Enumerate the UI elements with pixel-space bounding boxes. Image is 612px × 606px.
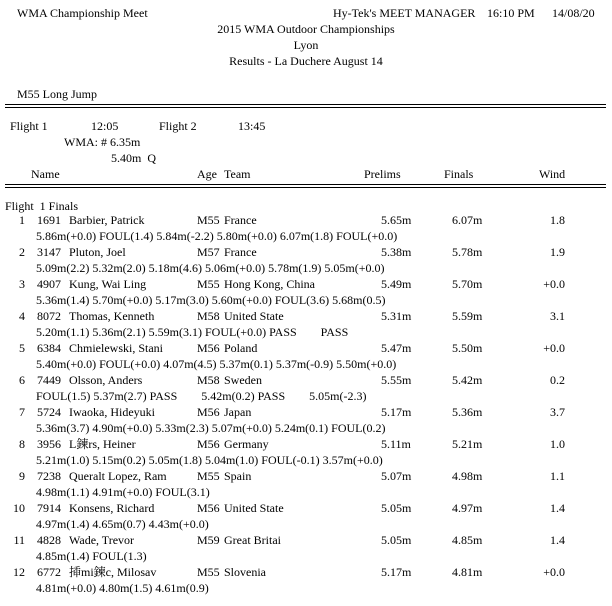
result-row	[0, 404, 612, 436]
event-name: M55 Long Jump	[17, 87, 98, 101]
wind-reading: +0.0	[543, 277, 565, 291]
prelims-mark: 5.55m	[381, 373, 412, 387]
wind-reading: 1.8	[550, 213, 565, 227]
result-row	[0, 532, 612, 564]
finals-mark: 5.59m	[452, 309, 483, 323]
athlete-age: M56	[197, 437, 220, 451]
athlete-bib: 7238	[37, 469, 61, 483]
athlete-name: Queralt Lopez, Ram	[69, 469, 167, 483]
result-place: 8	[19, 437, 25, 451]
city-title: Lyon	[293, 38, 319, 52]
athlete-age: M55	[197, 469, 220, 483]
result-row	[0, 500, 612, 532]
finals-mark: 5.42m	[452, 373, 483, 387]
athlete-bib: 4907	[37, 277, 61, 291]
athlete-age: M59	[197, 533, 220, 547]
prelims-mark: 5.47m	[381, 341, 412, 355]
athlete-name: Thomas, Kenneth	[69, 309, 155, 323]
wind-reading: 1.9	[550, 245, 565, 259]
athlete-team: Poland	[224, 341, 258, 355]
result-row	[0, 340, 612, 372]
athlete-name: Pluton, Joel	[69, 245, 126, 259]
attempts-series: 5.09m(2.2) 5.32m(2.0) 5.18m(4.6) 5.06m(+0.0) 5.78m(1.9) 5.05m(+0.0)	[36, 261, 385, 275]
flight-1-time: 12:05	[91, 119, 119, 133]
result-place: 7	[19, 405, 25, 419]
athlete-team: Japan	[224, 405, 252, 419]
athlete-bib: 8072	[37, 309, 61, 323]
report-time: 16:10 PM	[487, 6, 535, 20]
report-date: 14/08/20	[552, 6, 595, 20]
athlete-age: M56	[197, 405, 220, 419]
athlete-age: M58	[197, 309, 220, 323]
results-title: Results - La Duchere August 14	[229, 54, 383, 68]
athlete-team: United State	[224, 501, 284, 515]
attempts-series: 5.21m(1.0) 5.15m(0.2) 5.05m(1.8) 5.04m(1.0) FOUL(-0.1) 3.57m(+0.0)	[36, 453, 383, 467]
prelims-mark: 5.11m	[381, 437, 411, 451]
wma-record: WMA: # 6.35m	[64, 135, 141, 149]
athlete-bib: 3956	[37, 437, 61, 451]
column-wind: Wind	[539, 167, 566, 181]
attempts-series: 4.97m(1.4) 4.65m(0.7) 4.43m(+0.0)	[36, 517, 209, 531]
athlete-bib: 6772	[37, 565, 61, 579]
qualifying-standard: 5.40m Q	[111, 151, 156, 165]
finals-mark: 5.78m	[452, 245, 483, 259]
athlete-age: M56	[197, 341, 220, 355]
prelims-mark: 5.31m	[381, 309, 412, 323]
athlete-bib: 7449	[37, 373, 61, 387]
meet-name: WMA Championship Meet	[17, 6, 148, 20]
prelims-mark: 5.49m	[381, 277, 412, 291]
column-age: Age	[197, 167, 217, 181]
prelims-mark: 5.38m	[381, 245, 412, 259]
finals-mark: 4.81m	[452, 565, 483, 579]
athlete-bib: 4828	[37, 533, 61, 547]
athlete-age: M57	[197, 245, 220, 259]
result-place: 6	[19, 373, 25, 387]
finals-mark: 5.70m	[452, 277, 483, 291]
finals-mark: 5.36m	[452, 405, 483, 419]
attempts-series: 5.36m(1.4) 5.70m(+0.0) 5.17m(3.0) 5.60m(+0.0) FOUL(3.6) 5.68m(0.5)	[36, 293, 386, 307]
flight-2-label: Flight 2	[159, 119, 197, 133]
result-place: 10	[13, 501, 25, 515]
athlete-team: Hong Kong, China	[224, 277, 315, 291]
athlete-bib: 7914	[37, 501, 61, 515]
result-row	[0, 372, 612, 404]
athlete-name: Barbier, Patrick	[69, 213, 145, 227]
result-row	[0, 436, 612, 468]
software-name: Hy-Tek's MEET MANAGER	[333, 6, 476, 20]
result-place: 9	[19, 469, 25, 483]
finals-mark: 5.21m	[452, 437, 483, 451]
athlete-name: L鍊rs, Heiner	[69, 437, 136, 451]
athlete-bib: 1691	[37, 213, 61, 227]
prelims-mark: 5.05m	[381, 501, 412, 515]
result-place: 11	[13, 533, 25, 547]
athlete-name: Wade, Trevor	[69, 533, 135, 547]
prelims-mark: 5.65m	[381, 213, 412, 227]
result-place: 3	[19, 277, 25, 291]
athlete-team: Germany	[224, 437, 269, 451]
athlete-team: Sweden	[224, 373, 262, 387]
athlete-age: M55	[197, 213, 220, 227]
result-place: 12	[13, 565, 25, 579]
championship-title: 2015 WMA Outdoor Championships	[217, 22, 395, 36]
prelims-mark: 5.07m	[381, 469, 412, 483]
section-label: Flight 1 Finals	[5, 199, 79, 213]
finals-mark: 4.85m	[452, 533, 483, 547]
wind-reading: 1.0	[550, 437, 565, 451]
athlete-age: M56	[197, 501, 220, 515]
wind-reading: 3.1	[550, 309, 565, 323]
double-rule-header	[5, 184, 606, 188]
column-team: Team	[224, 167, 251, 181]
result-place: 1	[19, 213, 25, 227]
attempts-series: 4.85m(1.4) FOUL(1.3)	[36, 549, 147, 563]
prelims-mark: 5.17m	[381, 405, 412, 419]
finals-mark: 5.50m	[452, 341, 483, 355]
athlete-name: Chmielewski, Stani	[69, 341, 163, 355]
attempts-series: 5.86m(+0.0) FOUL(1.4) 5.84m(-2.2) 5.80m(+0.0) 6.07m(1.8) FOUL(+0.0)	[36, 229, 398, 243]
result-place: 2	[19, 245, 25, 259]
athlete-team: France	[224, 213, 257, 227]
result-row	[0, 244, 612, 276]
column-prelims: Prelims	[364, 167, 401, 181]
athlete-age: M55	[197, 277, 220, 291]
attempts-series: 4.98m(1.1) 4.91m(+0.0) FOUL(3.1)	[36, 485, 210, 499]
finals-mark: 4.97m	[452, 501, 483, 515]
wind-reading: +0.0	[543, 565, 565, 579]
result-place: 4	[19, 309, 25, 323]
wind-reading: 1.4	[550, 501, 565, 515]
attempts-series: 5.40m(+0.0) FOUL(+0.0) 4.07m(4.5) 5.37m(0.1) 5.37m(-0.9) 5.50m(+0.0)	[36, 357, 397, 371]
athlete-name: Kung, Wai Ling	[69, 277, 147, 291]
column-name: Name	[31, 167, 60, 181]
athlete-name: Olsson, Anders	[69, 373, 143, 387]
attempts-series: 4.81m(+0.0) 4.80m(1.5) 4.61m(0.9)	[36, 581, 209, 595]
athlete-bib: 6384	[37, 341, 61, 355]
finals-mark: 4.98m	[452, 469, 483, 483]
flight-2-time: 13:45	[238, 119, 266, 133]
result-row	[0, 276, 612, 308]
attempts-series: 5.20m(1.1) 5.36m(2.1) 5.59m(3.1) FOUL(+0.0) PASS PASS	[36, 325, 349, 339]
athlete-age: M58	[197, 373, 220, 387]
athlete-team: Slovenia	[224, 565, 266, 579]
double-rule-top	[5, 104, 606, 108]
athlete-team: United State	[224, 309, 284, 323]
athlete-name: Iwaoka, Hideyuki	[69, 405, 155, 419]
athlete-bib: 3147	[37, 245, 61, 259]
attempts-series: 5.36m(3.7) 4.90m(+0.0) 5.33m(2.3) 5.07m(+0.0) 5.24m(0.1) FOUL(0.2)	[36, 421, 386, 435]
athlete-team: Great Britai	[224, 533, 281, 547]
wind-reading: 0.2	[550, 373, 565, 387]
prelims-mark: 5.05m	[381, 533, 412, 547]
result-row	[0, 564, 612, 596]
result-row	[0, 468, 612, 500]
athlete-bib: 5724	[37, 405, 61, 419]
flight-1-label: Flight 1	[10, 119, 48, 133]
wind-reading: 3.7	[550, 405, 565, 419]
athlete-name: Konsens, Richard	[69, 501, 155, 515]
athlete-team: France	[224, 245, 257, 259]
athlete-age: M55	[197, 565, 220, 579]
attempts-series: FOUL(1.5) 5.37m(2.7) PASS 5.42m(0.2) PASS 5.05m(-2.3)	[36, 389, 367, 403]
result-place: 5	[19, 341, 25, 355]
prelims-mark: 5.17m	[381, 565, 412, 579]
athlete-name: 揷mi鍊c, Milosav	[69, 565, 157, 579]
finals-mark: 6.07m	[452, 213, 483, 227]
wind-reading: 1.1	[550, 469, 565, 483]
result-row	[0, 308, 612, 340]
wind-reading: +0.0	[543, 341, 565, 355]
column-finals: Finals	[444, 167, 474, 181]
wind-reading: 1.4	[550, 533, 565, 547]
athlete-team: Spain	[224, 469, 252, 483]
result-row	[0, 212, 612, 244]
